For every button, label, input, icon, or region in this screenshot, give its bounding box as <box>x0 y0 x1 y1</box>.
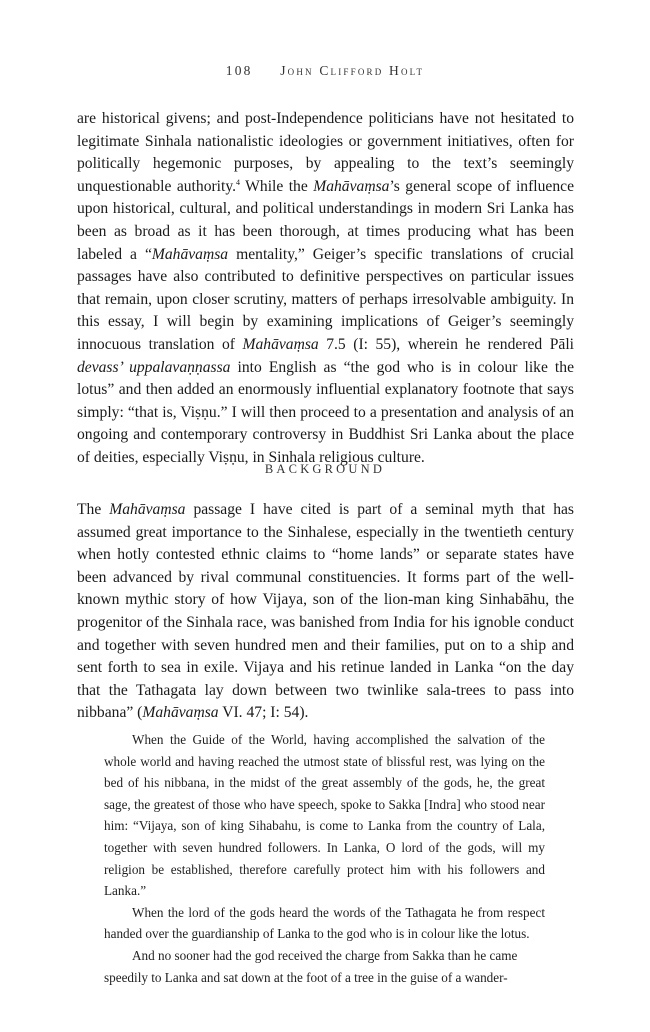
text-run: VI. 47; I: 54). <box>218 704 309 722</box>
paragraph-text <box>77 108 574 470</box>
italic-term: devass’ uppalavaṇṇassa <box>77 358 231 376</box>
italic-title: Mahāvaṃsa <box>313 177 390 195</box>
body-paragraph-2 <box>77 499 574 725</box>
page-number: 108 <box>225 63 253 78</box>
italic-title: Mahāvaṃsa <box>109 501 186 518</box>
footnote-marker[interactable]: 4 <box>236 177 241 187</box>
text-run: are historical givens; and post-Independence politicians have not hesitated to legitimate Sinhala nationalistic ideologies or government initiatives, often for politically hegemonic purposes, by appealing to the text’s seemingly unquestionable authority. <box>77 110 574 195</box>
running-head-author: John Clifford Holt <box>280 63 425 78</box>
italic-title: Mahāvaṃsa <box>142 704 219 722</box>
text-run: mentality,” Geiger’s specific translations of crucial passages have also contributed to definitive perspectives on particular issues that remain, upon closer scrutiny, matters of perhaps irresolvable ambiguity. In this essay, I will begin by examining implications of Geiger’s seemingly innocuous translation of <box>77 245 574 353</box>
section-heading: BACKGROUND <box>264 462 386 476</box>
quote-paragraph-2: When the lord of the gods heard the words of the Tathagata he from respect handed over the guardianship of Lanka to the god who is in colour like the lotus. <box>104 904 545 942</box>
text-run: ’s general scope of influence upon historical, cultural, and political understandings in modern Sri Lanka has been as broad as it has been thorough, at times producing what has been labeled a “ <box>77 177 574 263</box>
italic-title: Mahāvaṃsa <box>151 245 229 263</box>
text-run: passage I have cited is part of a seminal myth that has assumed great importance to the Sinhalese, especially in the twentieth century when hotly contested ethnic claims to “home lands” or separate states have been advanced by rival communal constituencies. It forms part of the well-known mythic story of how Vijaya, son of the lion-man king Sinhabāhu, the progenitor of the Sinhala race, was banished from India for his ignoble conduct and together with seven hundred men and their families, put on to a ship and sent forth to sea in exile. Vijaya and his retinue landed in Lanka “on the day that the Tathagata lay down between two twinlike sala-trees to pass into nibbana” ( <box>77 501 574 722</box>
text-run: 7.5 (I: 55), wherein he rendered Pāli <box>318 335 574 353</box>
text-run: While the <box>240 177 314 195</box>
text-run: into English as “the god who is in colour like the lotus” and then added an enormously influential explanatory footnote that says simply: “that is, Viṣṇu.” I will then proceed to a presentation and analysis of an ongoing and contemporary controversy in Buddhist Sri Lanka about the place of deities, especially Viṣṇu, in Sinhala religious culture. <box>77 358 574 466</box>
quote-paragraph-3: And no sooner had the god received the charge from Sakka than he came speedily to Lanka and sat down at the foot of a tree in the guise of a wander- <box>104 947 518 985</box>
paragraph-text <box>77 499 574 725</box>
quote-paragraph-1: When the Guide of the World, having accomplished the salvation of the whole world and having reached the utmost state of blissful rest, was lying on the bed of his nibbana, in the midst of the great assembly of the gods, he, the great sage, the greatest of those who have speech, spoke to Sakka [Indra] who stood near him: “Vijaya, son of king Sihabahu, is come to Lanka from the country of Lala, together with seven hundred followers. In Lanka, O lord of the gods, will my religion be established, therefore carefully protect him with his followers and Lanka.” <box>104 732 545 899</box>
running-head <box>0 63 650 79</box>
text-run: The <box>77 501 110 518</box>
block-quote <box>104 729 545 988</box>
italic-title: Mahāvaṃsa <box>242 335 319 353</box>
body-paragraph-1 <box>77 108 574 470</box>
